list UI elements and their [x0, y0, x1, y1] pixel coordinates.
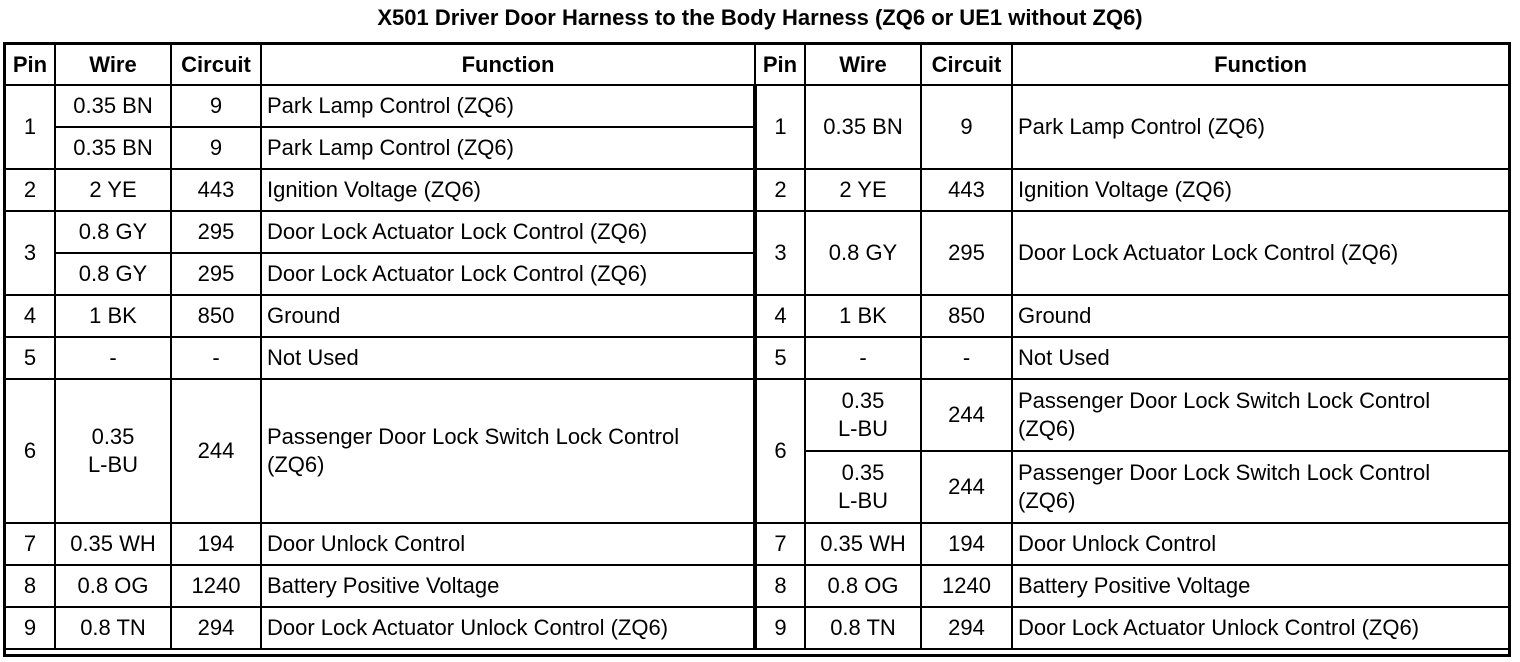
- pin-cell: 6: [5, 379, 55, 523]
- document-title: X501 Driver Door Harness to the Body Harness (ZQ6 or UE1 without ZQ6): [377, 5, 1143, 30]
- header-function: Function: [1012, 44, 1509, 85]
- function-cell: [1012, 451, 1509, 523]
- header-circuit: Circuit: [921, 44, 1012, 85]
- circuit-cell: 850: [921, 295, 1012, 337]
- connector-pinout-table: [4, 43, 1510, 650]
- header-pin: Pin: [755, 44, 805, 85]
- wire-cell: 0.35 BN: [805, 85, 921, 169]
- wire-cell: 1 BK: [805, 295, 921, 337]
- circuit-cell: 1240: [921, 565, 1012, 607]
- table-row: [5, 523, 1509, 565]
- function-cell: Ground: [261, 295, 755, 337]
- pin-cell: 1: [755, 85, 805, 169]
- circuit-cell: 244: [921, 379, 1012, 451]
- table-row: [5, 295, 1509, 337]
- pin-cell: 7: [755, 523, 805, 565]
- circuit-cell: 1240: [171, 565, 261, 607]
- wire-cell: 0.8 TN: [805, 607, 921, 649]
- function-cell: Battery Positive Voltage: [1012, 565, 1509, 607]
- wire-cell: 0.8 GY: [55, 211, 171, 253]
- table-row: [5, 565, 1509, 607]
- circuit-cell: 443: [171, 169, 261, 211]
- wire-cell: -: [55, 337, 171, 379]
- function-cell: Door Unlock Control: [261, 523, 755, 565]
- function-cell: Ignition Voltage (ZQ6): [261, 169, 755, 211]
- wire-cell: 0.35 WH: [55, 523, 171, 565]
- circuit-cell: 294: [171, 607, 261, 649]
- function-cell: Battery Positive Voltage: [261, 565, 755, 607]
- pin-cell: 3: [755, 211, 805, 295]
- wire-line: 0.35: [841, 388, 885, 413]
- function-cell: Door Lock Actuator Unlock Control (ZQ6): [1012, 607, 1509, 649]
- table-row: [5, 169, 1509, 211]
- circuit-cell: 295: [171, 253, 261, 295]
- function-cell: [1012, 379, 1509, 451]
- wire-cell: 0.8 OG: [805, 565, 921, 607]
- circuit-cell: -: [921, 337, 1012, 379]
- circuit-cell: 850: [171, 295, 261, 337]
- wire-cell: 2 YE: [805, 169, 921, 211]
- circuit-cell: 9: [171, 127, 261, 169]
- wire-cell: 2 YE: [55, 169, 171, 211]
- wire-cell: 0.8 OG: [55, 565, 171, 607]
- circuit-cell: 244: [171, 379, 261, 523]
- function-cell: Door Lock Actuator Lock Control (ZQ6): [261, 253, 755, 295]
- pin-cell: 3: [5, 211, 55, 295]
- function-line: (ZQ6): [1018, 488, 1076, 513]
- function-cell: Park Lamp Control (ZQ6): [261, 127, 755, 169]
- header-circuit: Circuit: [171, 44, 261, 85]
- function-cell: Door Lock Actuator Lock Control (ZQ6): [1012, 211, 1509, 295]
- function-line: Passenger Door Lock Switch Lock Control: [267, 424, 680, 449]
- circuit-cell: 294: [921, 607, 1012, 649]
- wire-cell: [55, 379, 171, 523]
- pin-cell: 2: [755, 169, 805, 211]
- pin-cell: 4: [5, 295, 55, 337]
- header-wire: Wire: [805, 44, 921, 85]
- wire-cell: 0.35 BN: [55, 85, 171, 127]
- table-header-row: [5, 44, 1509, 85]
- wire-cell: 0.35 BN: [55, 127, 171, 169]
- table-row: [5, 85, 1509, 127]
- circuit-cell: 443: [921, 169, 1012, 211]
- circuit-cell: 244: [921, 451, 1012, 523]
- function-cell: Door Lock Actuator Unlock Control (ZQ6): [261, 607, 755, 649]
- function-cell: Door Lock Actuator Lock Control (ZQ6): [261, 211, 755, 253]
- function-line: (ZQ6): [267, 452, 325, 477]
- function-cell: Door Unlock Control: [1012, 523, 1509, 565]
- function-cell: Not Used: [261, 337, 755, 379]
- pin-cell: 5: [755, 337, 805, 379]
- wire-cell: 0.8 GY: [805, 211, 921, 295]
- pin-cell: 9: [755, 607, 805, 649]
- circuit-cell: 9: [171, 85, 261, 127]
- function-cell: Park Lamp Control (ZQ6): [261, 85, 755, 127]
- circuit-cell: 295: [171, 211, 261, 253]
- table-row: [5, 337, 1509, 379]
- wire-cell: 1 BK: [55, 295, 171, 337]
- table-row: [5, 211, 1509, 253]
- function-cell: Ground: [1012, 295, 1509, 337]
- wire-cell: 0.35 WH: [805, 523, 921, 565]
- wire-line: L-BU: [837, 416, 889, 441]
- circuit-cell: -: [171, 337, 261, 379]
- wire-line: 0.35: [841, 460, 885, 485]
- circuit-cell: 9: [921, 85, 1012, 169]
- header-pin: Pin: [5, 44, 55, 85]
- pin-cell: 9: [5, 607, 55, 649]
- function-cell: Ignition Voltage (ZQ6): [1012, 169, 1509, 211]
- wire-cell: -: [805, 337, 921, 379]
- function-cell: [261, 379, 755, 523]
- function-line: Passenger Door Lock Switch Lock Control: [1018, 388, 1431, 413]
- table-row: [5, 379, 1509, 451]
- pin-cell: 8: [5, 565, 55, 607]
- wire-cell: [805, 451, 921, 523]
- function-cell: Not Used: [1012, 337, 1509, 379]
- pin-cell: 8: [755, 565, 805, 607]
- pin-cell: 7: [5, 523, 55, 565]
- wire-line: 0.35: [91, 424, 135, 449]
- pin-cell: 4: [755, 295, 805, 337]
- circuit-cell: 295: [921, 211, 1012, 295]
- pin-cell: 5: [5, 337, 55, 379]
- wire-cell: [805, 379, 921, 451]
- circuit-cell: 194: [171, 523, 261, 565]
- wire-line: L-BU: [837, 488, 889, 513]
- pin-cell: 2: [5, 169, 55, 211]
- circuit-cell: 194: [921, 523, 1012, 565]
- function-line: Passenger Door Lock Switch Lock Control: [1018, 460, 1431, 485]
- wire-line: L-BU: [87, 452, 139, 477]
- pin-cell: 6: [755, 379, 805, 523]
- table-row: [5, 607, 1509, 649]
- header-function: Function: [261, 44, 755, 85]
- function-cell: Park Lamp Control (ZQ6): [1012, 85, 1509, 169]
- function-line: (ZQ6): [1018, 416, 1076, 441]
- header-wire: Wire: [55, 44, 171, 85]
- wire-cell: 0.8 TN: [55, 607, 171, 649]
- pin-cell: 1: [5, 85, 55, 169]
- wire-cell: 0.8 GY: [55, 253, 171, 295]
